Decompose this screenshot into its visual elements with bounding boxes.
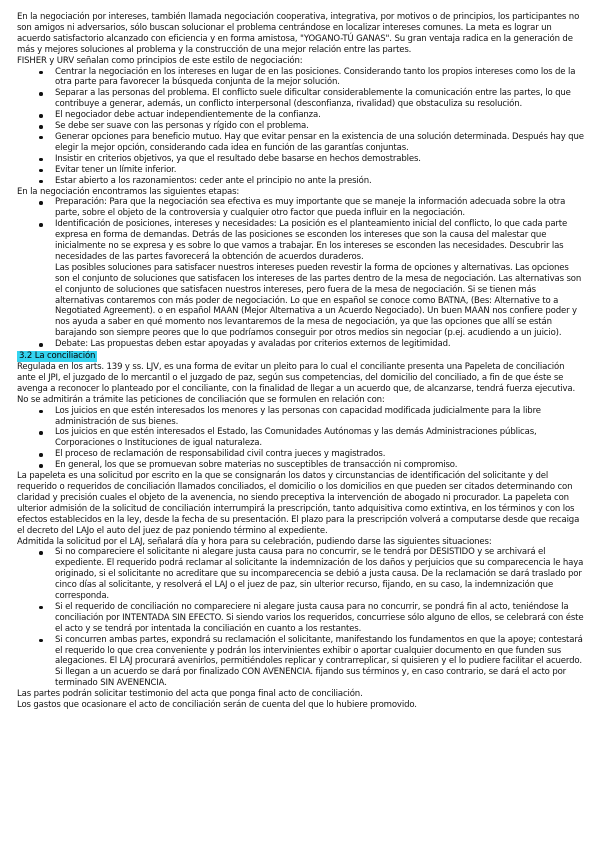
- list-item: Los juicios en que estén interesados los menores y las personas con capacidad modificada judicialmente para la libre administración de sus bienes.: [55, 406, 585, 428]
- list-item: Los juicios en que estén interesados el Estado, las Comunidades Autónomas y las demás Administraciones públicas, Corporaciones o Instituciones de igual naturaleza.: [55, 427, 585, 449]
- list-item: [55, 339, 585, 350]
- list-item: Centrar la negociación en los intereses en lugar de en las posiciones. Considerando tanto los propios intereses como los de la otra parte para favorecer la búsqueda conjunta de la mejor solución.: [55, 67, 585, 89]
- closing-paragraph: Los gastos que ocasionare el acto de conciliación serán de cuenta del que lo hubiere promovido.: [17, 700, 417, 711]
- principles-list: [17, 67, 585, 187]
- stage-paragraph: Debate: Las propuestas deben estar apoyadas y avaladas por criterios externos de legitimidad.: [55, 339, 451, 350]
- list-item: Se debe ser suave con las personas y rígido con el problema.: [55, 121, 585, 132]
- section-body: Regulada en los arts. 139 y ss. LJV, es una forma de evitar un pleito para lo cual el conciliante presenta una Papeleta de conciliación ante el JPI, el juzgado de lo mercantil o el juzgado de paz, según sus competencias, del domicilio del conciliado, a fin de que éste se avenga a reconocer lo planteado por el conciliante, con la finalidad de llegar a un acuerdo que, de alcanzarse, tendrá fuerza ejecutiva.: [17, 362, 576, 394]
- list-item: Insistir en criterios objetivos, ya que el resultado debe basarse en hechos demostrables.: [55, 154, 585, 165]
- list-item: El proceso de reclamación de responsabilidad civil contra jueces y magistrados.: [55, 449, 585, 460]
- list-item: [55, 219, 585, 339]
- stage-paragraph: Preparación: Para que la negociación sea efectiva es muy importante que se maneje la información adecuada sobre la otra parte, sobre el objeto de la controversia y cualquier otro factor que pueda influir en la negociación.: [55, 197, 566, 219]
- stage-paragraph: Identificación de posiciones, intereses y necesidades: La posición es el planteamiento inicial del conflicto, lo que cada parte expresa en forma de demandas. Detrás de las posiciones se esconden los intereses que son la causa del malestar que inicialmente no se expresa y es sobre lo que vamos a trabajar. En los intereses se esconden las necesidades. Descubrir las necesidades de las partes favorecerá la obtención de acuerdos duraderos.: [55, 219, 568, 262]
- list-item: En general, los que se promuevan sobre materias no susceptibles de transacción ni compromiso.: [55, 460, 585, 471]
- list-item: [55, 197, 585, 219]
- section-heading-line: [17, 351, 585, 362]
- excluded-list: [17, 406, 585, 471]
- list-item: Generar opciones para beneficio mutuo. Hay que evitar pensar en la existencia de una solución determinada. Después hay que elegir la mejor opción, considerando cada idea en función de las garantías conjuntas.: [55, 131, 584, 153]
- closing-paragraph: Las partes podrán solicitar testimonio del acta que ponga final acto de conciliación.: [17, 689, 363, 700]
- list-item: Si no compareciere el solicitante ni alegare justa causa para no concurrir, se le tendrá por DESISTIDO y se archivará el expediente. El requerido podrá reclamar al solicitante la indemnización de los daños y perjuicios que su comparecencia le haya originado, si el solicitante no acreditare que su incomparecencia se debió a justa causa. De la reclamación se dará traslado por cinco días al solicitante, y resolverá el LAJ o el juez de paz, sin ulterior recurso, fijando, en su caso, la indemnización que corresponda.: [55, 547, 584, 602]
- papeleta-paragraph: La papeleta es una solicitud por escrito en la que se consignarán los datos y circunstancias de identificación del solicitante y del requerido o requeridos de conciliación llamados conciliados, el domicilio o los domicilios en que pueden ser citados determinando con claridad y precisión cuales el objeto de la avenencia, no siendo preceptiva la intervención de abogado ni procurador. La papeleta con ulterior admisión de la solicitud de conciliación interrumpirá la prescripción, tanto adquisitiva como extintiva, en los términos y con los efectos establecidos en la ley, desde la fecha de su presentación. El plazo para la prescripción volverá a computarse desde que recaiga el decreto del LAJo el auto del juez de paz poniendo término al expediente.: [17, 471, 580, 536]
- stage-paragraph: Las posibles soluciones para satisfacer nuestros intereses pueden revestir la forma de opciones y alternativas. Las opciones son el conjunto de soluciones que satisfacen los intereses de las partes dentro de la mesa de negociación. Las alternativas son el conjunto de soluciones que satisfacen nuestros intereses, pero fuera de la mesa de negociación. Si se tienen más alternativas contaremos con más poder de negociación. Lo que en español se conoce como BATNA, (Bes: Alternative to a Negotiated Agreement). o en español MAAN (Mejor Alternativa a un Acuerdo Negociado). Un buen MAAN nos confiere poder y nos ayuda a saber en qué momento nos levantaremos de la mesa de negociación, ya que las opciones que allí se están barajando son siempre peores que lo que podríamos conseguir por otros medios sin negociar (p.ej. acudiendo a un juicio).: [55, 262, 582, 339]
- stages-intro: En la negociación encontramos las siguientes etapas:: [17, 186, 240, 197]
- stages-list: [17, 197, 585, 350]
- situations-list: [17, 547, 585, 689]
- list-item: Si el requerido de conciliación no compareciere ni alegare justa causa para no concurrir, se pondrá fin al acto, teniéndose la conciliación por INTENTADA SIN EFECTO. Si siendo varios los requeridos, concurriese sólo alguno de ellos, se celebrará con éste el acto y se tendrá por intentada la conciliación en cuanto a los restantes.: [55, 601, 584, 634]
- principles-intro: FISHER y URV señalan como principios de este estilo de negociación:: [17, 55, 303, 66]
- admitted-intro: Admitida la solicitud por el LAJ, señalará día y hora para su celebración, pudiendo darse las siguientes situaciones:: [17, 536, 492, 547]
- list-item: El negociador debe actuar independientemente de la confianza.: [55, 110, 585, 121]
- section-heading: 3.2 La conciliación: [19, 351, 96, 362]
- intro-paragraph: En la negociación por intereses, también llamada negociación cooperativa, integrativa, por motivos o de principios, los participantes no son amigos ni adversarios, sólo buscan solucionar el problema centrándose en localizar intereses comunes. La meta es lograr un acuerdo satisfactorio alcanzado con eficiencia y en forma amistosa, "YOGANO-TÚ GANAS". Su gran ventaja radica en la generación de más y mejores soluciones al problema y la construcción de una mejor relación entre las partes.: [17, 12, 580, 55]
- list-item: Si concurren ambas partes, expondrá su reclamación el solicitante, manifestando los fundamentos en que la apoye; contestará el requerido lo que crea conveniente y podrán los intervinientes exhibir o aportar cualquier documento en que funden sus alegaciones. El LAJ procurará avenirlos, permitiéndoles replicar y contrarreplicar, si quisieren y el lo pudiere facilitar el acuerdo. Si llegan a un acuerdo se dará por finalizado CON AVENENCIA. fijando sus términos y, en caso contrario, se dará el acto por terminado SIN AVENENCIA.: [55, 635, 585, 690]
- excluded-intro: No se admitirán a trámite las peticiones de conciliación que se formulen en relación con:: [17, 394, 385, 405]
- list-item: Estar abierto a los razonamientos: ceder ante el principio no ante la presión.: [55, 176, 585, 187]
- list-item: Separar a las personas del problema. El conflicto suele dificultar considerablemente la comunicación entre las partes, lo que contribuye a generar, además, un conflicto interpersonal (desconfianza, rivalidad) que obstaculiza su resolución.: [55, 88, 585, 110]
- list-item: Evitar tener un límite inferior.: [55, 165, 585, 176]
